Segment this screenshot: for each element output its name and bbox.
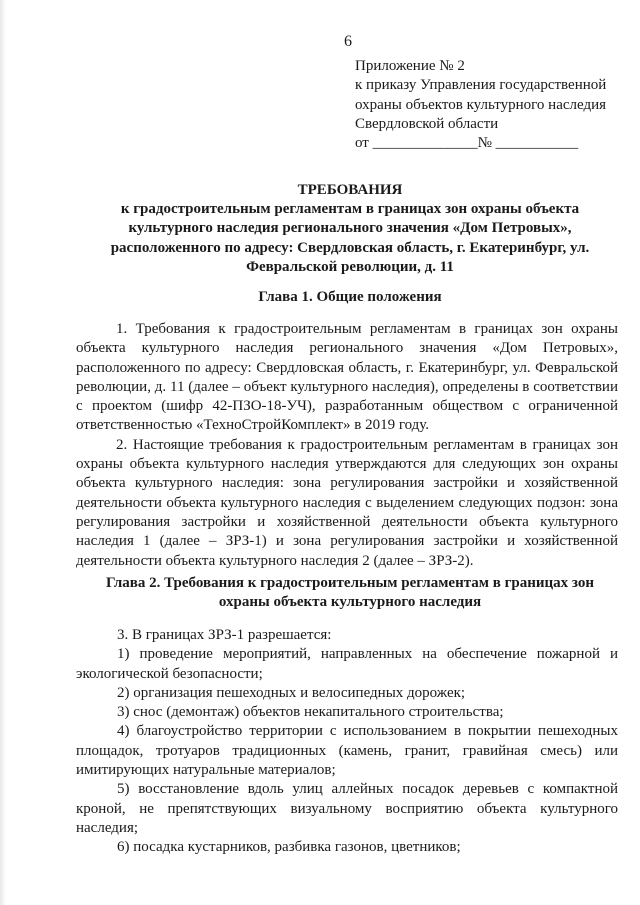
title-subtitle: к градостроительным регламентам в границах зон охраны объекта культурного наследия регионального значения «Дом Петровых», расположенного по адресу: Свердловская область, г. Екатеринбург, ул. Февральской революции, д. 11 <box>110 201 590 275</box>
appendix-block <box>355 57 635 153</box>
chapter-2-body <box>76 626 618 858</box>
list-item: 2) организация пешеходных и велосипедных дорожек; <box>117 684 466 701</box>
document-title <box>90 181 610 277</box>
chapter-1-heading: Глава 1. Общие положения <box>258 289 442 305</box>
title-heading: ТРЕБОВАНИЯ <box>297 182 403 198</box>
appendix-line: Свердловской области <box>355 115 499 132</box>
appendix-line: Приложение № 2 <box>355 58 465 74</box>
paragraph-1: 1. Требования к градостроительным регламентам в границах зон охраны объекта культурного наследия регионального значения «Дом Петровых», расположенного по адресу: Свердловская область, г. Екатеринбург, ул. Февральской революции, д. 11 (далее – объект культурного наследия), определены в соответствии с проектом (шифр 42-ПЗО-18-УЧ), разработанным обществом с ограниченной ответственностью «ТехноСтройКомплект» в 2019 году. <box>76 321 618 434</box>
paragraph-3-intro: 3. В границах ЗРЗ-1 разрешается: <box>117 627 332 643</box>
paragraph-2: 2. Настоящие требования к градостроительным регламентам в границах зон охраны объекта культурного наследия утверждаются для следующих зон охраны объекта культурного наследия: зона регулирования застройки и хозяйственной деятельности объекта культурного наследия с выделением следующих подзон: зона регулирования застройки и хозяйственной деятельности объекта культурного наследия 1 (далее – ЗРЗ-1) и зона регулирования застройки и хозяйственной деятельности объекта культурного наследия 2 (далее – ЗРЗ-2). <box>76 436 618 569</box>
chapter-1-body <box>76 320 618 571</box>
list-item: 4) благоустройство территории с использованием в покрытии пешеходных площадок, тротуаров традиционных (камень, гранит, гравийная смесь) или имитирующих натуральные материалов; <box>76 723 618 779</box>
appendix-line: охраны объектов культурного наследия <box>355 96 607 113</box>
list-item: 1) проведение мероприятий, направленных на обеспечение пожарной и экологической безопасности; <box>76 646 618 682</box>
list-item: 3) снос (демонтаж) объектов некапитального строительства; <box>117 704 504 721</box>
page-number: 6 <box>344 33 352 50</box>
appendix-line: к приказу Управления государственной <box>355 77 607 94</box>
appendix-line: от ______________№ ___________ <box>355 135 579 152</box>
list-item: 6) посадка кустарников, разбивка газонов, цветников; <box>117 839 461 856</box>
chapter-2-heading: Глава 2. Требования к градостроительным регламентам в границах зон охраны объекта культурного наследия <box>105 575 595 611</box>
scan-edge <box>0 0 6 905</box>
list-item: 5) восстановление вдоль улиц аллейных посадок деревьев с компактной кроной, не препятствующих визуальному восприятию объекта культурного наследия; <box>76 781 618 836</box>
